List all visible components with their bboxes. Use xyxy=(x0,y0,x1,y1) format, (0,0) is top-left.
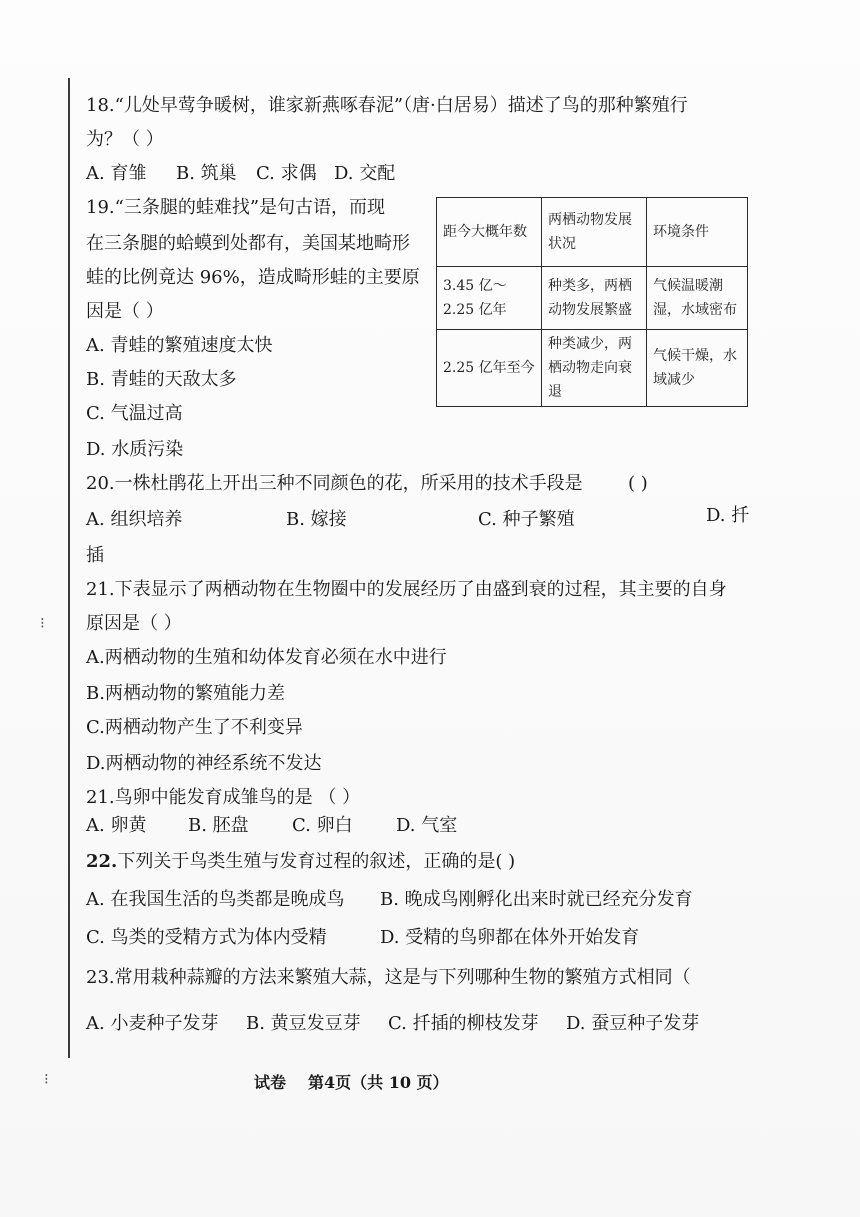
table-row xyxy=(437,330,748,407)
q22-option-d: D. 受精的鸟卵都在体外开始发育 xyxy=(380,927,640,948)
table-header-cell: 环境条件 xyxy=(647,198,748,267)
q18-stem-line1: 18.“儿处早莺争暖树，谁家新燕啄春泥”（唐·白居易）描述了鸟的那种繁殖行 xyxy=(86,95,688,116)
table-cell: 种类多，两栖动物发展繁盛 xyxy=(542,267,647,330)
q20-answer-paren: ( ) xyxy=(628,473,648,494)
binding-mark: ⁝ xyxy=(40,614,45,632)
table-header-cell: 距今大概年数 xyxy=(437,198,542,267)
table-row xyxy=(437,267,748,330)
q18-option-c: C. 求偶 xyxy=(256,163,317,184)
q22-option-c: C. 鸟类的受精方式为体内受精 xyxy=(86,927,327,948)
q21b-stem: 21.鸟卵中能发育成雏鸟的是 （ ） xyxy=(86,787,361,808)
q19-option-c: C. 气温过高 xyxy=(86,403,183,424)
q20-option-b: B. 嫁接 xyxy=(286,509,347,530)
footer-page-number: 第4页（共 10 页） xyxy=(308,1073,449,1092)
q21-option-d: D.两栖动物的神经系统不发达 xyxy=(86,753,322,774)
q21b-option-d: D. 气室 xyxy=(396,815,458,836)
q21-option-a: A.两栖动物的生殖和幼体发育必须在水中进行 xyxy=(86,647,447,668)
q19-stem-line4: 因是（ ） xyxy=(86,301,164,322)
q22-option-a: A. 在我国生活的鸟类都是晚成鸟 xyxy=(86,889,345,910)
table-cell: 2.25 亿年至今 xyxy=(437,330,542,407)
q22-number: 22. xyxy=(86,851,118,872)
q18-stem-line2: 为？（ ） xyxy=(86,129,164,150)
q20-option-d: D. 扦 xyxy=(706,505,750,526)
q21b-option-c: C. 卵白 xyxy=(292,815,353,836)
q23-option-d: D. 蚕豆种子发芽 xyxy=(566,1013,700,1034)
q23-option-c: C. 扦插的柳枝发芽 xyxy=(388,1013,539,1034)
binding-mark: ⁝ xyxy=(44,1070,49,1088)
q21-stem-line1: 21.下表显示了两栖动物在生物圈中的发展经历了由盛到衰的过程，其主要的自身 xyxy=(86,579,727,600)
q19-stem-line3: 蛙的比例竟达 96%，造成畸形蛙的主要原 xyxy=(86,267,420,288)
q21-option-c: C.两栖动物产生了不利变异 xyxy=(86,717,303,738)
q18-option-a: A. 育雏 xyxy=(86,163,147,184)
table-cell: 3.45 亿～2.25 亿年 xyxy=(437,267,542,330)
q23-option-a: A. 小麦种子发芽 xyxy=(86,1013,219,1034)
q20-option-a: A. 组织培养 xyxy=(86,509,183,530)
q18-option-d: D. 交配 xyxy=(334,163,396,184)
q19-stem-line2: 在三条腿的蛤蟆到处都有，美国某地畸形 xyxy=(86,233,410,254)
footer-label: 试卷 xyxy=(254,1073,287,1092)
q21-stem-line2: 原因是（ ） xyxy=(86,613,182,634)
q20-stem: 20.一株杜鹃花上开出三种不同颜色的花，所采用的技术手段是 xyxy=(86,473,583,494)
q22-stem-text: 下列关于鸟类生殖与发育过程的叙述，正确的是( ) xyxy=(117,851,516,872)
q22-stem xyxy=(86,850,515,874)
table-cell: 气候温暖潮湿，水域密布 xyxy=(647,267,748,330)
page-footer xyxy=(254,1070,471,1093)
q21b-option-b: B. 胚盘 xyxy=(188,815,249,836)
q21b-option-a: A. 卵黄 xyxy=(86,815,147,836)
q21-option-b: B.两栖动物的繁殖能力差 xyxy=(86,683,285,704)
q22-option-b: B. 晚成鸟刚孵化出来时就已经充分发育 xyxy=(380,889,693,910)
table-cell: 种类减少，两栖动物走向衰退 xyxy=(542,330,647,407)
q19-option-a: A. 青蛙的繁殖速度太快 xyxy=(86,335,273,356)
q19-option-b: B. 青蛙的天敌太多 xyxy=(86,369,237,390)
q19-stem-line1: 19.“三条腿的蛙难找”是句古语，而现 xyxy=(86,197,386,218)
table-header-row xyxy=(437,198,748,267)
table-header-cell: 两栖动物发展状况 xyxy=(542,198,647,267)
q20-option-d-wrap: 插 xyxy=(86,545,104,566)
q20-option-c: C. 种子繁殖 xyxy=(478,509,575,530)
q23-stem: 23.常用栽种蒜瓣的方法来繁殖大蒜，这是与下列哪种生物的繁殖方式相同（ xyxy=(86,967,691,988)
q19-option-d: D. 水质污染 xyxy=(86,439,184,460)
binding-margin-line xyxy=(68,78,70,1058)
amphibian-history-table xyxy=(436,197,748,407)
q23-option-b: B. 黄豆发豆芽 xyxy=(246,1013,361,1034)
table-cell: 气候干燥，水域减少 xyxy=(647,330,748,407)
q18-option-b: B. 筑巢 xyxy=(176,163,237,184)
